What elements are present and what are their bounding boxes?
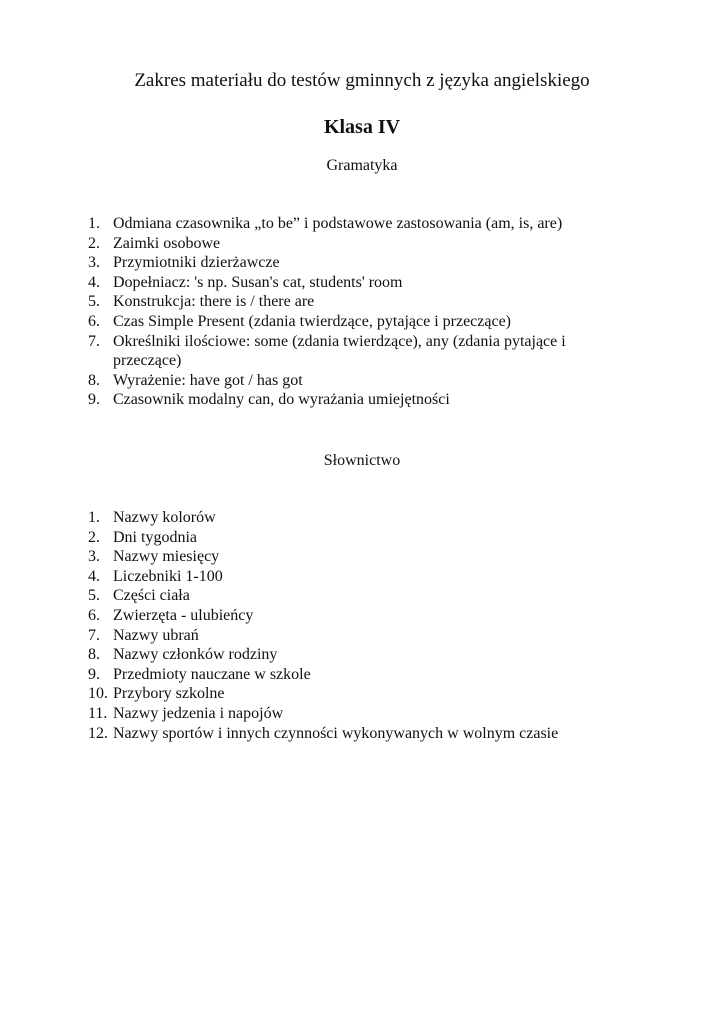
item-text: Określniki ilościowe: some (zdania twierdzące), any (zdania pytające i przeczące): [113, 332, 566, 370]
item-text: Przymiotniki dzierżawcze: [113, 254, 280, 272]
item-number: 2.: [88, 528, 100, 546]
item-text: Zaimki osobowe: [113, 234, 221, 252]
item-number: 11.: [88, 704, 108, 722]
item-text: Dopełniacz: 's np. Susan's cat, students' room: [113, 273, 403, 291]
item-text: Przybory szkolne: [113, 685, 225, 703]
item-number: 1.: [88, 215, 100, 232]
item-text: Części ciała: [113, 587, 190, 605]
item-text: Odmiana czasownika „to be” i podstawowe zastosowania (am, is, are): [113, 215, 563, 232]
item-number: 6.: [88, 606, 100, 624]
grammar-heading: Gramatyka: [326, 157, 398, 174]
item-number: 7.: [88, 332, 100, 350]
item-number: 7.: [88, 626, 100, 644]
list-item: [88, 234, 628, 254]
item-number: 8.: [88, 371, 100, 389]
item-number: 3.: [88, 254, 100, 272]
item-number: 5.: [88, 293, 100, 311]
item-number: 6.: [88, 312, 100, 330]
vocabulary-list: [88, 508, 628, 743]
item-number: 9.: [88, 391, 100, 409]
list-item: [88, 665, 628, 685]
item-number: 8.: [88, 646, 100, 664]
item-number: 2.: [88, 234, 100, 252]
item-text: Nazwy miesięcy: [113, 548, 220, 566]
item-text: Nazwy kolorów: [113, 509, 216, 526]
item-text: Konstrukcja: there is / there are: [113, 293, 315, 311]
item-number: 12.: [88, 724, 108, 742]
list-item: [88, 253, 628, 273]
item-text: Nazwy sportów i innych czynności wykonywanych w wolnym czasie: [113, 724, 559, 742]
list-item: [88, 606, 628, 626]
list-item: [88, 390, 628, 410]
list-item: [88, 645, 628, 665]
list-item: [88, 273, 628, 293]
item-number: 4.: [88, 273, 100, 291]
list-item: [88, 626, 628, 646]
item-text: Dni tygodnia: [113, 528, 197, 546]
list-item: [88, 724, 628, 744]
list-item: [88, 704, 628, 724]
item-number: 4.: [88, 567, 100, 585]
list-item: [88, 567, 628, 587]
class-title: Klasa IV: [323, 116, 401, 138]
item-text: Nazwy jedzenia i napojów: [113, 704, 284, 722]
list-item: [88, 332, 628, 371]
item-text: Czasownik modalny can, do wyrażania umiejętności: [113, 391, 450, 409]
item-text: Nazwy ubrań: [113, 626, 199, 644]
item-number: 5.: [88, 587, 100, 605]
list-item: [88, 214, 628, 234]
item-number: 1.: [88, 509, 100, 526]
list-item: [88, 547, 628, 567]
item-number: 9.: [88, 665, 100, 683]
list-item: [88, 586, 628, 606]
list-item: [88, 292, 628, 312]
item-text: Wyrażenie: have got / has got: [113, 371, 303, 389]
item-text: Czas Simple Present (zdania twierdzące, pytające i przeczące): [113, 312, 512, 330]
item-text: Liczebniki 1-100: [113, 567, 223, 585]
item-text: Zwierzęta - ulubieńcy: [113, 606, 254, 624]
list-item: [88, 371, 628, 391]
document-title: Zakres materiału do testów gminnych z języka angielskiego: [134, 70, 590, 91]
item-number: 3.: [88, 548, 100, 566]
vocabulary-heading: Słownictwo: [323, 452, 401, 469]
list-item: [88, 312, 628, 332]
item-text: Przedmioty nauczane w szkole: [113, 665, 311, 683]
item-number: 10.: [88, 685, 108, 703]
list-item: [88, 684, 628, 704]
grammar-list: [88, 214, 628, 410]
list-item: [88, 508, 628, 528]
item-text: Nazwy członków rodziny: [113, 646, 278, 664]
list-item: [88, 528, 628, 548]
